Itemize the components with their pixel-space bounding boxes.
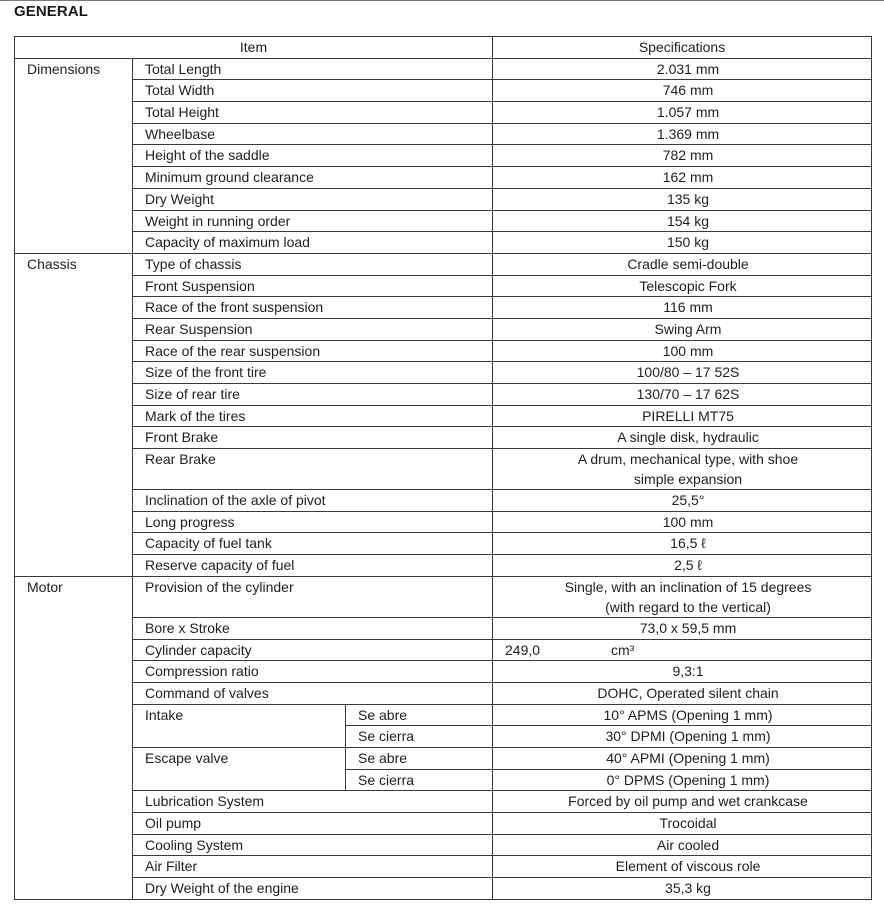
table-row bbox=[15, 188, 872, 210]
item-label: Provision of the cylinder bbox=[133, 576, 493, 617]
table-row bbox=[15, 275, 872, 297]
table-row bbox=[15, 297, 872, 319]
spec-value: 1.369 mm bbox=[493, 123, 872, 145]
item-label: Long progress bbox=[133, 511, 493, 533]
spec-value: Swing Arm bbox=[493, 318, 872, 340]
item-label: Air Filter bbox=[133, 856, 493, 878]
spec-value: Trocoidal bbox=[493, 813, 872, 835]
item-label: Size of the front tire bbox=[133, 362, 493, 384]
spec-line-2: (with regard to the vertical) bbox=[605, 598, 771, 615]
item-label: Front Brake bbox=[133, 427, 493, 449]
table-header-row bbox=[15, 37, 872, 59]
table-row bbox=[15, 747, 872, 769]
spec-value: Forced by oil pump and wet crankcase bbox=[493, 791, 872, 813]
table-row bbox=[15, 253, 872, 275]
item-label: Lubrication System bbox=[133, 791, 493, 813]
table-row bbox=[15, 555, 872, 577]
table-row bbox=[15, 362, 872, 384]
top-rule bbox=[0, 0, 884, 1]
table-row bbox=[15, 856, 872, 878]
spec-value: 100 mm bbox=[493, 511, 872, 533]
page-title: GENERAL bbox=[14, 3, 89, 20]
spec-value: 154 kg bbox=[493, 210, 872, 232]
table-row bbox=[15, 813, 872, 835]
table-row bbox=[15, 533, 872, 555]
spec-value bbox=[493, 449, 872, 490]
item-label: Size of rear tire bbox=[133, 384, 493, 406]
item-label: Rear Brake bbox=[133, 449, 493, 490]
item-label: Bore x Stroke bbox=[133, 617, 493, 639]
item-label: Minimum ground clearance bbox=[133, 167, 493, 189]
spec-value: 9,3:1 bbox=[493, 661, 872, 683]
spec-line-1: Single, with an inclination of 15 degrees bbox=[564, 578, 812, 595]
spec-value: 746 mm bbox=[493, 80, 872, 102]
table-row bbox=[15, 617, 872, 639]
item-label: Front Suspension bbox=[133, 275, 493, 297]
spec-value: 40° APMI (Opening 1 mm) bbox=[493, 747, 872, 769]
item-label: Capacity of fuel tank bbox=[133, 533, 493, 555]
spec-value: Element of viscous role bbox=[493, 856, 872, 878]
group-chassis: Chassis bbox=[15, 253, 133, 576]
spec-value: 100/80 – 17 52S bbox=[493, 362, 872, 384]
spec-value: 35,3 kg bbox=[493, 878, 872, 900]
table-row bbox=[15, 384, 872, 406]
item-label: Mark of the tires bbox=[133, 405, 493, 427]
spec-number: 249,0 bbox=[505, 641, 541, 658]
item-label: Race of the rear suspension bbox=[133, 340, 493, 362]
table-row bbox=[15, 639, 872, 661]
table-row bbox=[15, 449, 872, 490]
spec-line-2: simple expansion bbox=[633, 471, 743, 488]
item-label: Height of the saddle bbox=[133, 145, 493, 167]
spec-value: 2,5 ℓ bbox=[493, 555, 872, 577]
specifications-table bbox=[14, 36, 872, 900]
spec-value: 25,5° bbox=[493, 490, 872, 512]
sub-label: Se abre bbox=[346, 704, 493, 726]
group-dimensions: Dimensions bbox=[15, 58, 133, 253]
item-label: Total Width bbox=[133, 80, 493, 102]
spec-value: 73,0 x 59,5 mm bbox=[493, 617, 872, 639]
table-row bbox=[15, 682, 872, 704]
spec-value: 782 mm bbox=[493, 145, 872, 167]
item-label: Escape valve bbox=[133, 747, 346, 790]
spec-value: DOHC, Operated silent chain bbox=[493, 682, 872, 704]
item-label: Dry Weight of the engine bbox=[133, 878, 493, 900]
spec-value: PIRELLI MT75 bbox=[493, 405, 872, 427]
spec-value bbox=[493, 576, 872, 617]
table-row bbox=[15, 427, 872, 449]
spec-value: A single disk, hydraulic bbox=[493, 427, 872, 449]
spec-value: Cradle semi-double bbox=[493, 253, 872, 275]
spec-value: 116 mm bbox=[493, 297, 872, 319]
item-label: Reserve capacity of fuel bbox=[133, 555, 493, 577]
header-specifications: Specifications bbox=[493, 37, 872, 59]
spec-value bbox=[493, 639, 872, 661]
spec-value: 16,5 ℓ bbox=[493, 533, 872, 555]
item-label: Oil pump bbox=[133, 813, 493, 835]
table-row bbox=[15, 405, 872, 427]
table-row bbox=[15, 340, 872, 362]
table-row bbox=[15, 878, 872, 900]
item-label: Command of valves bbox=[133, 682, 493, 704]
item-label: Dry Weight bbox=[133, 188, 493, 210]
spec-value: 2.031 mm bbox=[493, 58, 872, 80]
table-row bbox=[15, 167, 872, 189]
spec-value: 130/70 – 17 62S bbox=[493, 384, 872, 406]
sub-label: Se cierra bbox=[346, 726, 493, 748]
table-row bbox=[15, 834, 872, 856]
group-motor: Motor bbox=[15, 576, 133, 899]
item-label: Cooling System bbox=[133, 834, 493, 856]
item-label: Total Length bbox=[133, 58, 493, 80]
item-label: Inclination of the axle of pivot bbox=[133, 490, 493, 512]
spec-value: 30° DPMI (Opening 1 mm) bbox=[493, 726, 872, 748]
spec-value: 150 kg bbox=[493, 232, 872, 254]
spec-value: 0° DPMS (Opening 1 mm) bbox=[493, 769, 872, 791]
item-label: Compression ratio bbox=[133, 661, 493, 683]
table-row bbox=[15, 490, 872, 512]
item-label: Race of the front suspension bbox=[133, 297, 493, 319]
table-row bbox=[15, 232, 872, 254]
item-label: Type of chassis bbox=[133, 253, 493, 275]
item-label: Intake bbox=[133, 704, 346, 747]
item-label: Weight in running order bbox=[133, 210, 493, 232]
table-row bbox=[15, 576, 872, 617]
table-row bbox=[15, 102, 872, 124]
spec-value: 10° APMS (Opening 1 mm) bbox=[493, 704, 872, 726]
table-row bbox=[15, 58, 872, 80]
item-label: Rear Suspension bbox=[133, 318, 493, 340]
spec-unit: cm³ bbox=[611, 641, 635, 658]
spec-value: Air cooled bbox=[493, 834, 872, 856]
table-row bbox=[15, 210, 872, 232]
table-row bbox=[15, 704, 872, 726]
spec-value: 162 mm bbox=[493, 167, 872, 189]
table-row bbox=[15, 661, 872, 683]
table-row bbox=[15, 145, 872, 167]
sub-label: Se abre bbox=[346, 747, 493, 769]
table-row bbox=[15, 318, 872, 340]
spec-value: Telescopic Fork bbox=[493, 275, 872, 297]
item-label: Capacity of maximum load bbox=[133, 232, 493, 254]
sub-label: Se cierra bbox=[346, 769, 493, 791]
spec-value: 1.057 mm bbox=[493, 102, 872, 124]
table-row bbox=[15, 123, 872, 145]
spec-line-1: A drum, mechanical type, with shoe bbox=[577, 451, 799, 468]
header-item: Item bbox=[15, 37, 493, 59]
item-label: Total Height bbox=[133, 102, 493, 124]
spec-value: 135 kg bbox=[493, 188, 872, 210]
table-row bbox=[15, 80, 872, 102]
table-row bbox=[15, 511, 872, 533]
item-label: Wheelbase bbox=[133, 123, 493, 145]
spec-value: 100 mm bbox=[493, 340, 872, 362]
table-row bbox=[15, 791, 872, 813]
item-label: Cylinder capacity bbox=[133, 639, 493, 661]
